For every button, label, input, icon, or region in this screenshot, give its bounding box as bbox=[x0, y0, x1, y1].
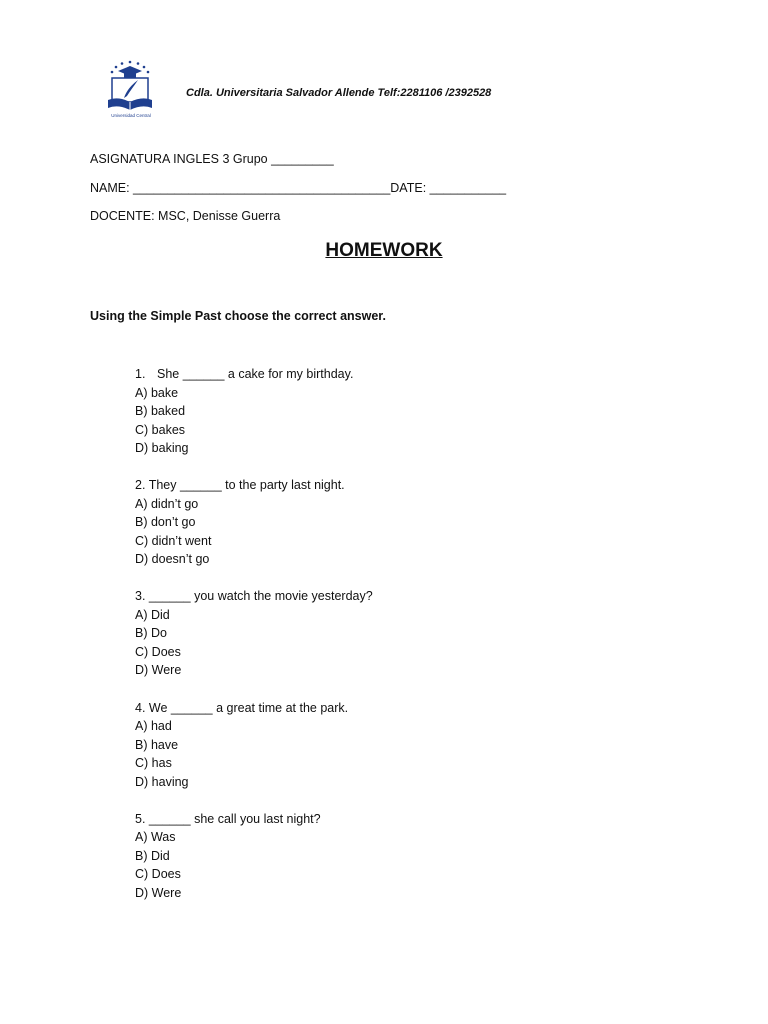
question-1-text: She ______ a cake for my birthday. bbox=[157, 367, 354, 381]
question-5-text: ______ she call you last night? bbox=[148, 811, 321, 826]
question-2-number: 2. bbox=[135, 478, 146, 493]
question-4-number: 4. bbox=[135, 700, 146, 715]
question-1-option-b: B) baked bbox=[135, 404, 186, 418]
question-5-option-c: C) Does bbox=[135, 867, 181, 882]
question-4 bbox=[135, 699, 373, 792]
question-2-option-c: C) didn’t went bbox=[135, 533, 212, 548]
question-3-prompt bbox=[135, 587, 373, 606]
question-5-option-b: B) Did bbox=[135, 848, 170, 863]
question-1-option-a: A) bake bbox=[135, 385, 179, 400]
question-3-text: ______ you watch the movie yesterday? bbox=[148, 589, 373, 604]
logo-caption: Universidad Central bbox=[111, 113, 151, 118]
question-2-option-a: A) didn’t go bbox=[135, 496, 199, 511]
question-2-option-b: B) don’t go bbox=[135, 515, 196, 530]
question-2 bbox=[135, 476, 373, 569]
question-3-option-b: B) Do bbox=[135, 626, 167, 641]
question-5-option-a: A) Was bbox=[135, 830, 176, 845]
question-3-option-c: C) Does bbox=[135, 644, 181, 659]
question-3-number: 3. bbox=[135, 589, 146, 604]
question-3-option-a: A) Did bbox=[135, 607, 170, 622]
question-4-text: We ______ a great time at the park. bbox=[148, 700, 349, 715]
question-2-text: They ______ to the party last night. bbox=[148, 478, 345, 493]
teacher-field: DOCENTE: MSC, Denisse Guerra bbox=[90, 209, 281, 223]
question-5-number: 5. bbox=[135, 811, 146, 826]
question-1-option-d: D) baking bbox=[135, 441, 189, 455]
question-2-prompt bbox=[135, 476, 373, 495]
question-4-prompt bbox=[135, 699, 373, 718]
question-4-option-a: A) had bbox=[135, 719, 172, 734]
question-5-option-d: D) Were bbox=[135, 885, 182, 900]
question-4-option-b: B) have bbox=[135, 737, 179, 752]
question-1-option-c: C) bakes bbox=[135, 422, 186, 437]
header-address: Cdla. Universitaria Salvador Allende Telf:2281106 /2392528 bbox=[186, 87, 492, 99]
question-list bbox=[135, 365, 373, 921]
question-4-option-d: D) having bbox=[135, 774, 189, 789]
question-1-prompt bbox=[135, 365, 373, 384]
question-3 bbox=[135, 587, 373, 680]
question-1 bbox=[135, 365, 373, 458]
question-1-number: 1. bbox=[135, 367, 146, 381]
name-date-field: NAME: _____________________________________DATE: ___________ bbox=[90, 181, 507, 195]
page-title: HOMEWORK bbox=[325, 240, 443, 261]
question-3-option-d: D) Were bbox=[135, 663, 182, 678]
question-4-option-c: C) has bbox=[135, 756, 172, 771]
question-5 bbox=[135, 810, 373, 903]
instructions: Using the Simple Past choose the correct answer. bbox=[90, 309, 386, 323]
question-2-option-d: D) doesn’t go bbox=[135, 552, 210, 567]
question-5-prompt bbox=[135, 810, 373, 829]
subject-field: ASIGNATURA INGLES 3 Grupo _________ bbox=[90, 152, 334, 166]
